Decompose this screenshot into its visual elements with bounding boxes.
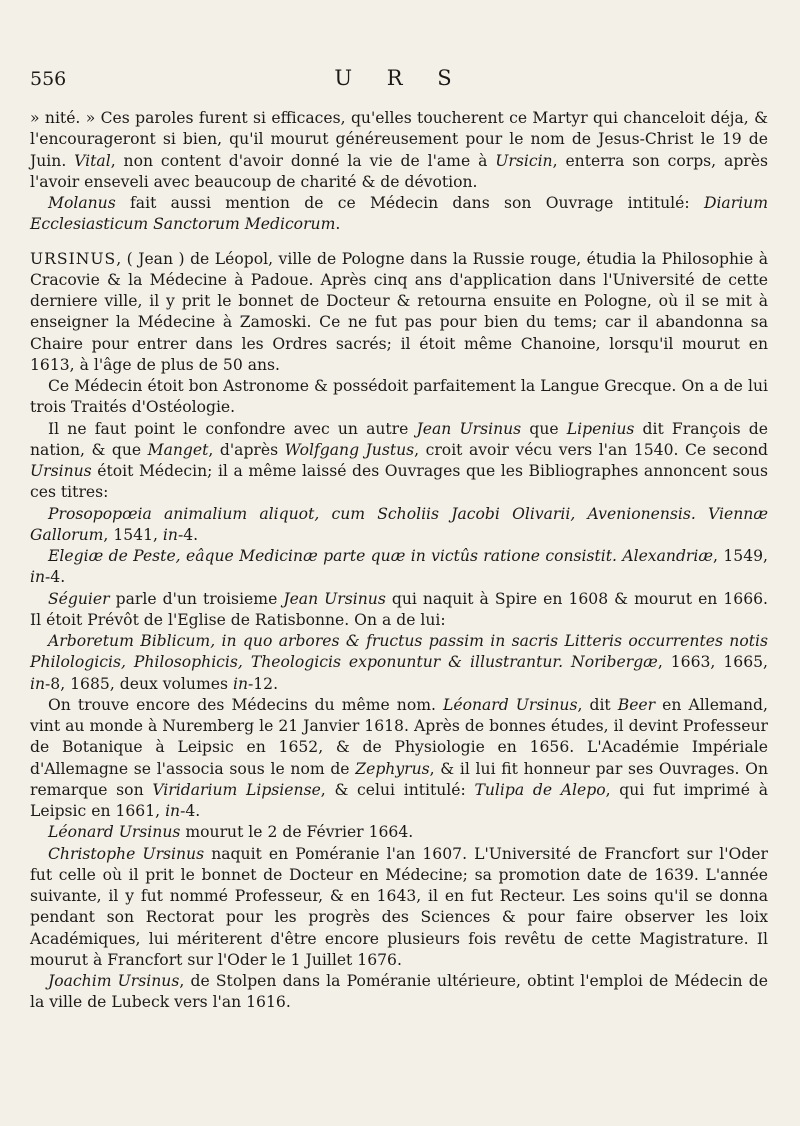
text-run: mourut le 2 de Février 1664.	[180, 823, 414, 842]
paragraph	[30, 971, 768, 1014]
italic-text: Ursinus	[30, 462, 92, 480]
text-run: , 1663, 1665,	[657, 653, 768, 672]
italic-text: Beer	[617, 695, 656, 714]
paragraph	[30, 695, 768, 823]
text-run: , croit avoir vécu vers l'an 1540. Ce second	[414, 440, 768, 459]
text-run: , & il lui fit honneur par ses Ouvrages. On remarque son	[30, 759, 769, 799]
paragraph	[30, 419, 768, 504]
text-run: Il ne faut point le confondre avec un autre	[48, 419, 417, 438]
body-text	[30, 108, 768, 1014]
paragraph	[30, 546, 768, 589]
text-run: , qui fut imprimé à Leipsic en 1661,	[30, 780, 768, 820]
text-run: en Allemand, vint au monde à Nuremberg le 21 Janvier 1618. Après de bonnes études, il devint Professeur de Botanique à Leipsic en 1652, & de Physiologie en 1656. L'Académie Impériale d'Allemagne se l'associa sous le nom de	[30, 695, 768, 778]
entry-heading: URSINUS	[30, 249, 117, 268]
text-run: parle d'un troisieme	[109, 589, 284, 608]
text-run: , & celui intitulé:	[320, 780, 475, 799]
italic-text: Lipenius	[566, 419, 635, 438]
text-run: -4.	[177, 525, 199, 544]
paragraph	[30, 249, 768, 377]
italic-text: Jean Ursinus	[283, 589, 386, 608]
page-header	[30, 66, 770, 96]
paragraph	[30, 631, 768, 695]
paragraph	[30, 589, 768, 632]
italic-text: Molanus	[48, 194, 116, 212]
text-run: On trouve encore des Médecins du même nom.	[48, 695, 443, 714]
italic-text: Joachim Ursinus	[48, 972, 180, 990]
italic-text: Diarium Ecclesiasticum Sanctorum Medicorum	[30, 194, 768, 234]
italic-text: Elegiæ de Peste, eâque Medicinæ parte quæ in victûs ratione consistit. Alexandriæ	[48, 547, 714, 565]
italic-text: in	[162, 525, 178, 544]
text-run: , dit	[577, 695, 618, 714]
text-run: , de Stolpen dans la Poméranie ultérieure, obtint l'emploi de Médecin de la ville de Lubeck vers l'an 1616.	[30, 972, 768, 1012]
paragraph	[30, 844, 768, 972]
italic-text: Arboretum Biblicum, in quo arbores & fructus passim in sacris Litteris occurrentes notis Philologicis, Philosophicis, Theologicis exponuntur & illustrantur. Noribergæ	[30, 632, 768, 672]
text-run: -4.	[180, 802, 201, 820]
italic-text: Léonard Ursinus	[443, 695, 578, 714]
italic-text: in	[165, 802, 181, 820]
paragraph	[30, 108, 768, 193]
paragraph	[30, 504, 768, 547]
text-run: » nité. » Ces paroles furent si efficaces, qu'elles toucherent ce Martyr qui chanceloit déja, & l'encourageront si bien, qu'il mourut généreusement pour le nom de Jesus-Christ le 19 de Juin.	[30, 109, 768, 170]
text-run: , 1549,	[713, 547, 768, 565]
text-run: -4.	[45, 568, 66, 587]
paragraph	[30, 193, 768, 236]
running-head: U R S	[334, 66, 466, 90]
text-run: fait aussi mention de ce Médecin dans son Ouvrage intitulé:	[115, 194, 704, 212]
italic-text: in	[30, 568, 46, 587]
text-run: qui naquit à Spire en 1608 & mourut en 1666. Il étoit Prévôt de l'Eglise de Ratisbonne. On a de lui:	[30, 589, 768, 629]
text-run: -8, 1685, deux volumes	[45, 674, 233, 693]
italic-text: Séguier	[48, 589, 110, 608]
italic-text: Manget	[147, 440, 209, 459]
text-run: que	[521, 419, 567, 438]
text-run: , 1541,	[103, 525, 163, 544]
italic-text: Wolfgang Justus	[284, 440, 415, 459]
text-run: , non content d'avoir donné la vie de l'ame à	[110, 151, 496, 170]
italic-text: Jean Ursinus	[416, 419, 522, 438]
italic-text: in	[30, 674, 46, 693]
text-run: Ce Médecin étoit bon Astronome & possédoit parfaitement la Langue Grecque. On a de lui trois Traités d'Ostéologie.	[30, 377, 768, 417]
page-number: 556	[30, 68, 67, 90]
text-run: naquit en Poméranie l'an 1607. L'Université de Francfort sur l'Oder fut celle où il prit le bonnet de Docteur en Médecine; sa promotion date de 1639. L'année suivante, il y fut nommé Professeur, & en 1643, il en fut Recteur. Les soins qu'il se donna pendant son Rectorat pour les progrès des Sciences & pour faire observer les loix Académiques, lui mériterent d'être encore plusieurs fois revêtu de cette Magistrature. Il mourut à Francfort sur l'Oder le 1 Juillet 1676.	[30, 844, 768, 969]
paragraph	[30, 822, 768, 843]
italic-text: in	[232, 674, 248, 693]
text-run: -12.	[247, 674, 279, 693]
italic-text: Prosopopœia animalium aliquot, cum Scholiis Jacobi Olivarii, Avenionensis. Viennæ Gallorum	[30, 504, 768, 544]
italic-text: Léonard Ursinus	[48, 823, 181, 842]
italic-text: Zephyrus	[355, 759, 430, 778]
text-run: dit François de nation, & que	[30, 419, 769, 459]
text-run: , enterra son corps, après l'avoir enseveli avec beaucoup de charité & de dévotion.	[30, 151, 768, 191]
text-run: étoit Médecin; il a même laissé des Ouvrages que les Bibliographes annoncent sous ces titres:	[30, 462, 768, 502]
text-run: , d'après	[208, 440, 285, 459]
italic-text: Christophe Ursinus	[48, 844, 205, 863]
paragraph	[30, 376, 768, 419]
italic-text: Viridarium Lipsiense	[152, 780, 321, 799]
text-run: .	[335, 215, 341, 234]
text-run: , ( Jean ) de Léopol, ville de Pologne dans la Russie rouge, étudia la Philosophie à Cracovie & la Médecine à Padoue. Après cinq ans d'application dans l'Université de cette derniere ville, il y prit le bonnet de Docteur & retourna ensuite en Pologne, où il se mit à enseigner la Médecine à Zamoski. Ce ne fut pas pour bien du tems; car il abandonna sa Chaire pour entrer dans les Ordres sacrés; il étoit même Chanoine, lorsqu'il mourut en 1613, à l'âge de plus de 50 ans.	[30, 249, 768, 374]
italic-text: Ursicin	[495, 151, 553, 170]
italic-text: Tulipa de Alepo	[474, 780, 606, 799]
italic-text: Vital	[74, 151, 111, 170]
